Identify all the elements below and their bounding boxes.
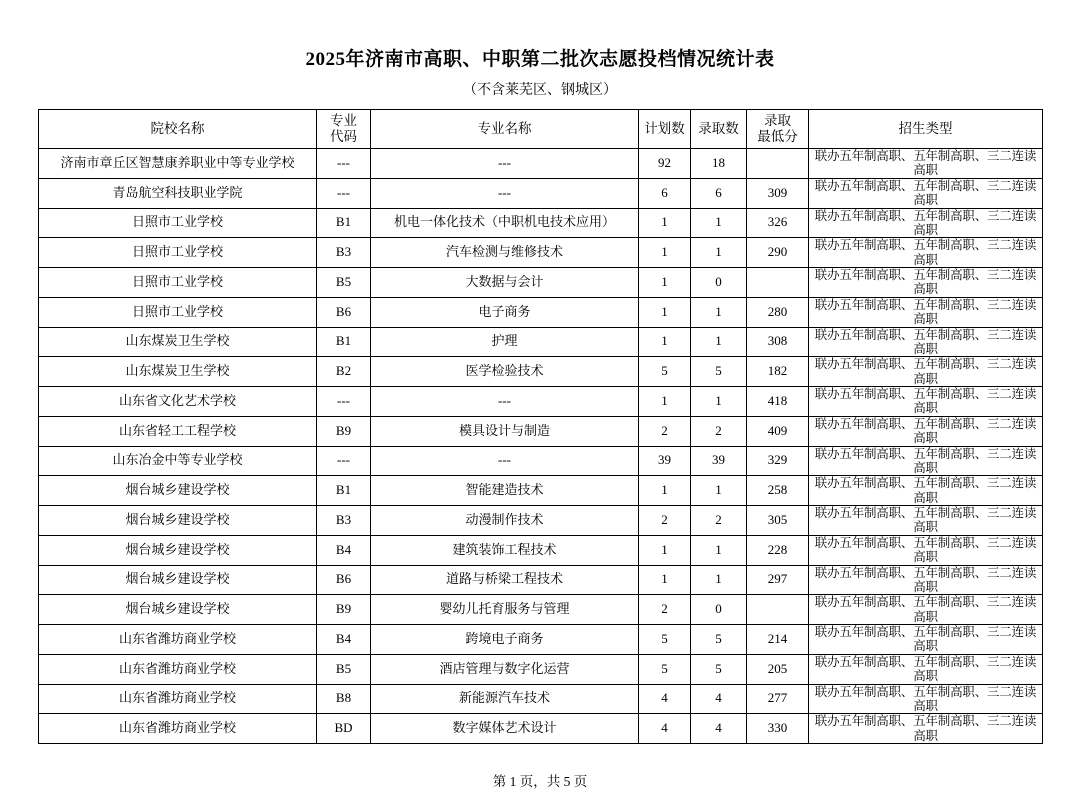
cell-min-score	[747, 149, 809, 179]
table-row	[39, 625, 1043, 655]
cell-admission-type: 联办五年制高职、五年制高职、三二连读高职	[809, 476, 1043, 506]
cell-plan-count: 5	[639, 654, 691, 684]
cell-enrolled-count: 1	[691, 208, 747, 238]
cell-enrolled-count: 0	[691, 595, 747, 625]
cell-admission-type: 联办五年制高职、五年制高职、三二连读高职	[809, 149, 1043, 179]
cell-major-code: B6	[317, 297, 371, 327]
cell-major-name: 道路与桥梁工程技术	[371, 565, 639, 595]
cell-major-name: 护理	[371, 327, 639, 357]
cell-admission-type: 联办五年制高职、五年制高职、三二连读高职	[809, 535, 1043, 565]
cell-plan-count: 2	[639, 506, 691, 536]
cell-plan-count: 1	[639, 565, 691, 595]
table-row	[39, 714, 1043, 744]
cell-enrolled-count: 1	[691, 535, 747, 565]
cell-admission-type: 联办五年制高职、五年制高职、三二连读高职	[809, 446, 1043, 476]
cell-major-name: 大数据与会计	[371, 268, 639, 298]
cell-major-code: B1	[317, 476, 371, 506]
cell-major-name: 机电一体化技术（中职机电技术应用）	[371, 208, 639, 238]
cell-enrolled-count: 0	[691, 268, 747, 298]
cell-major-name: 酒店管理与数字化运营	[371, 654, 639, 684]
cell-major-name: 新能源汽车技术	[371, 684, 639, 714]
column-header-enrolled-count: 录取数	[691, 110, 747, 149]
cell-admission-type: 联办五年制高职、五年制高职、三二连读高职	[809, 416, 1043, 446]
cell-min-score	[747, 268, 809, 298]
cell-enrolled-count: 1	[691, 565, 747, 595]
cell-min-score: 297	[747, 565, 809, 595]
cell-enrolled-count: 4	[691, 714, 747, 744]
column-header-min-score	[747, 110, 809, 149]
cell-admission-type: 联办五年制高职、五年制高职、三二连读高职	[809, 387, 1043, 417]
cell-plan-count: 2	[639, 416, 691, 446]
cell-school-name: 日照市工业学校	[39, 208, 317, 238]
table-row	[39, 476, 1043, 506]
cell-enrolled-count: 39	[691, 446, 747, 476]
table-row	[39, 357, 1043, 387]
cell-admission-type: 联办五年制高职、五年制高职、三二连读高职	[809, 238, 1043, 268]
cell-school-name: 烟台城乡建设学校	[39, 595, 317, 625]
cell-school-name: 济南市章丘区智慧康养职业中等专业学校	[39, 149, 317, 179]
cell-school-name: 烟台城乡建设学校	[39, 476, 317, 506]
cell-min-score: 409	[747, 416, 809, 446]
cell-major-code: B4	[317, 625, 371, 655]
column-header-major-code-line2: 代码	[330, 129, 357, 144]
cell-admission-type: 联办五年制高职、五年制高职、三二连读高职	[809, 297, 1043, 327]
footer-suffix: 页	[573, 774, 588, 789]
table-row	[39, 446, 1043, 476]
column-header-min-score-line2: 最低分	[757, 129, 798, 144]
cell-major-name: ---	[371, 446, 639, 476]
cell-plan-count: 1	[639, 535, 691, 565]
table-row	[39, 149, 1043, 179]
table-row	[39, 178, 1043, 208]
cell-min-score: 205	[747, 654, 809, 684]
table-row	[39, 506, 1043, 536]
cell-school-name: 山东煤炭卫生学校	[39, 327, 317, 357]
cell-major-code: BD	[317, 714, 371, 744]
cell-major-code: B2	[317, 357, 371, 387]
column-header-major-name: 专业名称	[371, 110, 639, 149]
table-row	[39, 387, 1043, 417]
cell-enrolled-count: 2	[691, 416, 747, 446]
cell-enrolled-count: 1	[691, 297, 747, 327]
cell-major-name: ---	[371, 178, 639, 208]
cell-major-code: B5	[317, 654, 371, 684]
cell-school-name: 日照市工业学校	[39, 268, 317, 298]
cell-plan-count: 1	[639, 238, 691, 268]
cell-major-name: 电子商务	[371, 297, 639, 327]
cell-school-name: 山东冶金中等专业学校	[39, 446, 317, 476]
page-footer	[0, 770, 1080, 790]
cell-enrolled-count: 4	[691, 684, 747, 714]
cell-enrolled-count: 1	[691, 327, 747, 357]
cell-major-code: B3	[317, 238, 371, 268]
cell-major-name: 动漫制作技术	[371, 506, 639, 536]
cell-major-name: ---	[371, 387, 639, 417]
cell-admission-type: 联办五年制高职、五年制高职、三二连读高职	[809, 327, 1043, 357]
table-row	[39, 684, 1043, 714]
page-subtitle: （不含莱芜区、钢城区）	[463, 83, 617, 98]
cell-plan-count: 92	[639, 149, 691, 179]
cell-major-name: 汽车检测与维修技术	[371, 238, 639, 268]
cell-admission-type: 联办五年制高职、五年制高职、三二连读高职	[809, 208, 1043, 238]
cell-plan-count: 1	[639, 327, 691, 357]
table-header	[39, 110, 1043, 149]
cell-major-name: 医学检验技术	[371, 357, 639, 387]
table-body	[39, 149, 1043, 744]
cell-min-score: 326	[747, 208, 809, 238]
cell-plan-count: 1	[639, 297, 691, 327]
cell-major-code: B1	[317, 208, 371, 238]
table-row	[39, 327, 1043, 357]
cell-major-code: B9	[317, 416, 371, 446]
cell-plan-count: 5	[639, 357, 691, 387]
cell-enrolled-count: 5	[691, 357, 747, 387]
table-row	[39, 595, 1043, 625]
cell-admission-type: 联办五年制高职、五年制高职、三二连读高职	[809, 506, 1043, 536]
cell-major-name: 数字媒体艺术设计	[371, 714, 639, 744]
cell-min-score: 182	[747, 357, 809, 387]
table-row	[39, 208, 1043, 238]
cell-school-name: 烟台城乡建设学校	[39, 535, 317, 565]
cell-plan-count: 1	[639, 268, 691, 298]
cell-admission-type: 联办五年制高职、五年制高职、三二连读高职	[809, 357, 1043, 387]
cell-major-name: 建筑装饰工程技术	[371, 535, 639, 565]
cell-major-code: B6	[317, 565, 371, 595]
cell-school-name: 青岛航空科技职业学院	[39, 178, 317, 208]
table-container	[0, 109, 1080, 744]
cell-admission-type: 联办五年制高职、五年制高职、三二连读高职	[809, 684, 1043, 714]
cell-plan-count: 1	[639, 476, 691, 506]
cell-major-code: B9	[317, 595, 371, 625]
cell-enrolled-count: 1	[691, 238, 747, 268]
cell-min-score: 258	[747, 476, 809, 506]
cell-major-code: B1	[317, 327, 371, 357]
table-row	[39, 535, 1043, 565]
table-row	[39, 297, 1043, 327]
cell-plan-count: 5	[639, 625, 691, 655]
cell-admission-type: 联办五年制高职、五年制高职、三二连读高职	[809, 625, 1043, 655]
cell-plan-count: 1	[639, 208, 691, 238]
cell-enrolled-count: 6	[691, 178, 747, 208]
cell-enrolled-count: 5	[691, 625, 747, 655]
cell-school-name: 山东省潍坊商业学校	[39, 714, 317, 744]
cell-major-code: B3	[317, 506, 371, 536]
table-row	[39, 238, 1043, 268]
cell-admission-type: 联办五年制高职、五年制高职、三二连读高职	[809, 268, 1043, 298]
cell-plan-count: 6	[639, 178, 691, 208]
cell-min-score: 418	[747, 387, 809, 417]
cell-plan-count: 4	[639, 684, 691, 714]
cell-school-name: 山东煤炭卫生学校	[39, 357, 317, 387]
table-header-row	[39, 110, 1043, 149]
cell-school-name: 山东省潍坊商业学校	[39, 654, 317, 684]
footer-prefix: 第	[492, 774, 507, 789]
footer-mid: 页，共	[519, 774, 561, 789]
cell-school-name: 日照市工业学校	[39, 297, 317, 327]
table-row	[39, 268, 1043, 298]
cell-plan-count: 4	[639, 714, 691, 744]
cell-school-name: 烟台城乡建设学校	[39, 565, 317, 595]
cell-school-name: 山东省文化艺术学校	[39, 387, 317, 417]
cell-admission-type: 联办五年制高职、五年制高职、三二连读高职	[809, 654, 1043, 684]
cell-school-name: 山东省轻工工程学校	[39, 416, 317, 446]
cell-min-score: 290	[747, 238, 809, 268]
cell-admission-type: 联办五年制高职、五年制高职、三二连读高职	[809, 595, 1043, 625]
cell-plan-count: 39	[639, 446, 691, 476]
footer-page-number: 1	[509, 774, 517, 789]
cell-enrolled-count: 18	[691, 149, 747, 179]
cell-min-score: 309	[747, 178, 809, 208]
cell-major-name: ---	[371, 149, 639, 179]
cell-major-code: B5	[317, 268, 371, 298]
column-header-major-code-line1: 专业	[330, 113, 357, 129]
cell-major-name: 婴幼儿托育服务与管理	[371, 595, 639, 625]
cell-plan-count: 1	[639, 387, 691, 417]
table-row	[39, 416, 1043, 446]
column-header-major-code	[317, 110, 371, 149]
cell-major-code: B8	[317, 684, 371, 714]
cell-enrolled-count: 1	[691, 387, 747, 417]
document-page	[0, 44, 1080, 808]
table-row	[39, 654, 1043, 684]
cell-enrolled-count: 1	[691, 476, 747, 506]
cell-min-score: 308	[747, 327, 809, 357]
cell-enrolled-count: 5	[691, 654, 747, 684]
cell-major-code: B4	[317, 535, 371, 565]
cell-admission-type: 联办五年制高职、五年制高职、三二连读高职	[809, 565, 1043, 595]
cell-admission-type: 联办五年制高职、五年制高职、三二连读高职	[809, 178, 1043, 208]
cell-enrolled-count: 2	[691, 506, 747, 536]
cell-major-name: 智能建造技术	[371, 476, 639, 506]
cell-min-score	[747, 595, 809, 625]
cell-min-score: 280	[747, 297, 809, 327]
column-header-school: 院校名称	[39, 110, 317, 149]
cell-min-score: 277	[747, 684, 809, 714]
cell-major-name: 模具设计与制造	[371, 416, 639, 446]
cell-major-name: 跨境电子商务	[371, 625, 639, 655]
cell-min-score: 305	[747, 506, 809, 536]
cell-major-code: ---	[317, 178, 371, 208]
table-row	[39, 565, 1043, 595]
cell-major-code: ---	[317, 446, 371, 476]
cell-school-name: 山东省潍坊商业学校	[39, 684, 317, 714]
column-header-min-score-line1: 录取	[764, 113, 791, 129]
cell-major-code: ---	[317, 149, 371, 179]
cell-min-score: 330	[747, 714, 809, 744]
page-title: 2025年济南市高职、中职第二批次志愿投档情况统计表	[305, 49, 775, 70]
footer-total-pages: 5	[563, 774, 571, 789]
cell-min-score: 329	[747, 446, 809, 476]
cell-school-name: 日照市工业学校	[39, 238, 317, 268]
cell-min-score: 228	[747, 535, 809, 565]
cell-school-name: 山东省潍坊商业学校	[39, 625, 317, 655]
statistics-table	[38, 109, 1043, 744]
cell-major-code: ---	[317, 387, 371, 417]
cell-plan-count: 2	[639, 595, 691, 625]
cell-min-score: 214	[747, 625, 809, 655]
cell-admission-type: 联办五年制高职、五年制高职、三二连读高职	[809, 714, 1043, 744]
column-header-plan-count: 计划数	[639, 110, 691, 149]
cell-school-name: 烟台城乡建设学校	[39, 506, 317, 536]
column-header-admission-type: 招生类型	[809, 110, 1043, 149]
